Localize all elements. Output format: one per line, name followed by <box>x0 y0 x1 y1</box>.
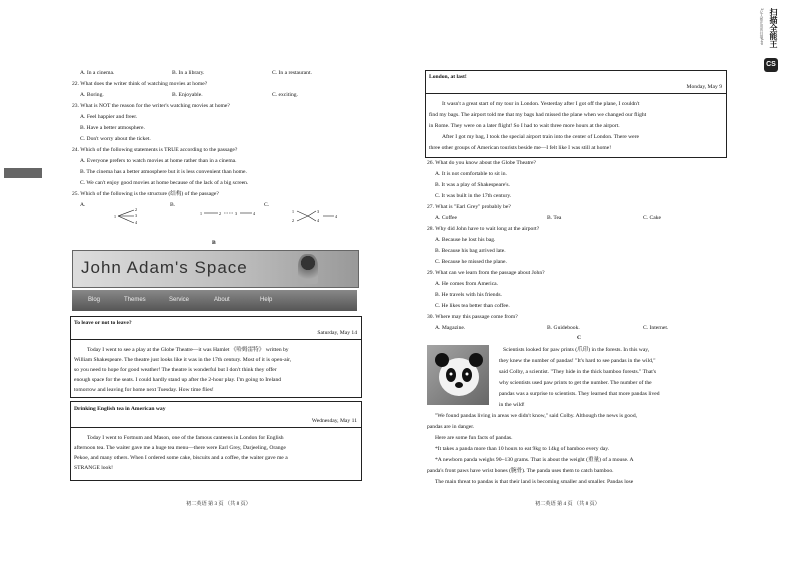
q24-option-a: A. Everyone prefers to watch movies at home rather than in a cinema. <box>80 158 237 164</box>
q30-stem: 30. Where may this passage come from? <box>427 314 518 320</box>
q26-stem: 26. What do you know about the Globe Theatre? <box>427 160 536 166</box>
nav-themes[interactable]: Themes <box>124 297 146 303</box>
q22-stem: 22. What does the writer think of watching movies at home? <box>72 81 208 87</box>
svg-text:4: 4 <box>335 214 337 219</box>
q28-option-b: B. Because his bag arrived late. <box>435 248 506 254</box>
svg-text:1: 1 <box>114 214 116 219</box>
q25-diagram-b <box>198 205 258 229</box>
passage-line: *A newborn panda weighs 90~130 grams. That is about the weight (重量) of a mouse. A <box>435 457 634 463</box>
svg-text:2: 2 <box>219 211 221 216</box>
post-line: so you need to hope for good weather! The theatre is wonderful but I don't think they offer <box>74 367 277 373</box>
q26-option-a: A. It is not comfortable to sit in. <box>435 171 507 177</box>
post-title: To leave or not to leave? <box>74 320 132 326</box>
q22-option-b: B. Enjoyable. <box>172 92 203 98</box>
nav-service[interactable]: Service <box>169 297 190 303</box>
q29-option-a: A. He comes from America. <box>435 281 499 287</box>
q21-option-b: B. In a library. <box>172 70 205 76</box>
post-line: It wasn't a great start of my tour in London. Yesterday after I got off the plane, I couldn't <box>442 101 640 107</box>
q27-option-a: A. Coffee <box>435 215 457 221</box>
cs-logo-icon: CS <box>764 58 778 72</box>
q30-option-a: A. Magazine. <box>435 325 466 331</box>
post-line: enough space for the seats. I could hardly stand up after the 2-hour play. I'm going to Ireland <box>74 377 282 383</box>
q25-diagram-a <box>112 205 172 229</box>
q21-option-c: C. In a restaurant. <box>272 70 312 76</box>
svg-text:3: 3 <box>317 209 319 214</box>
svg-text:2: 2 <box>292 218 294 223</box>
svg-text:1: 1 <box>292 209 294 214</box>
passage-line: "We found pandas living in areas we didn't know," said Colby. Although the news is good, <box>435 413 638 419</box>
q28-option-a: A. Because he lost his bag. <box>435 237 496 243</box>
scanner-brand: 扫描全能王 <box>769 8 778 48</box>
q23-option-b: B. Have a better atmosphere. <box>80 125 145 131</box>
passage-line: The main threat to pandas is that their land is becoming smaller and smaller. Pandas lose <box>435 479 634 485</box>
q29-option-c: C. He likes tea better than coffee. <box>435 303 510 309</box>
q26-option-c: C. It was built in the 17th century. <box>435 193 512 199</box>
svg-text:3: 3 <box>235 211 237 216</box>
q29-stem: 29. What can we learn from the passage about John? <box>427 270 545 276</box>
passage-line: said Colby, a scientist. "They hide in the thick bamboo forests." That's <box>499 369 657 375</box>
nav-help[interactable]: Help <box>260 297 273 303</box>
passage-line: why scientists used paw prints to get the number. The number of the <box>499 380 652 386</box>
q25-label-c: C. <box>264 202 270 208</box>
blog-post-tea <box>70 401 362 481</box>
page-footer-right: 初二英语 第 4 页 （共 8 页） <box>535 501 600 507</box>
q23-option-c: C. Don't worry about the ticket. <box>80 136 151 142</box>
passage-line: Scientists looked for paw prints (爪印) in the forests. In this way, <box>503 347 650 353</box>
q27-stem: 27. What is "Earl Grey" probably be? <box>427 204 511 210</box>
q30-option-b: B. Guidebook. <box>547 325 580 331</box>
blog-post-globe <box>70 316 362 398</box>
q30-option-c: C. Internet. <box>643 325 669 331</box>
svg-text:3: 3 <box>135 213 137 218</box>
post-line: find my bags. The airport told me that my bags had missed the plane when we changed our flight <box>429 112 647 118</box>
passage-line: pandas was a surprise to scientists. They learned that more pandas lived <box>499 391 660 397</box>
q27-option-c: C. Cake <box>643 215 662 221</box>
q23-stem: 23. What is NOT the reason for the writer's watching movies at home? <box>72 103 230 109</box>
passage-line: *It takes a panda more than 10 hours to eat 9kg to 14kg of bamboo every day. <box>435 446 610 452</box>
post-line: Pekoe, and many others. When I ordered some cake, biscuits and a coffee, the waiter gave me a <box>74 455 288 461</box>
blog-nav-bar <box>72 290 357 311</box>
q24-stem: 24. Which of the following statements is TRUE according to the passage? <box>72 147 238 153</box>
section-c-label: C <box>577 335 582 341</box>
q29-option-b: B. He travels with his friends. <box>435 292 502 298</box>
page-footer-left: 初二英语 第 3 页 （共 8 页） <box>186 501 251 507</box>
q28-stem: 28. Why did John have to wait long at the airport? <box>427 226 540 232</box>
q25-stem: 25. Which of the following is the structure (结构) of the passage? <box>72 191 219 197</box>
blog-title: John Adam's Space <box>81 258 248 277</box>
post-line: three other groups of American tourists beside me—I felt like I was still at home! <box>429 145 612 151</box>
q27-option-b: B. Tea <box>547 215 562 221</box>
q25-label-a: A. <box>80 202 86 208</box>
section-b-label: B <box>212 240 216 246</box>
passage-line: Here are some fun facts of pandas. <box>435 435 513 441</box>
blog-banner <box>72 250 359 288</box>
passage-line: pandas are in danger. <box>427 424 475 430</box>
passage-line: they knew the number of pandas! "It's hard to see pandas in the wild," <box>499 358 656 364</box>
post-date: Wednesday, May 11 <box>311 418 357 424</box>
q22-option-a: A. Boring. <box>80 92 104 98</box>
scanner-caption: 3亿人都在用的扫描App <box>760 8 764 46</box>
blog-post-london <box>425 70 727 158</box>
q26-option-b: B. It was a play of Shakespeare's. <box>435 182 510 188</box>
post-line: tomorrow and leaving for home next Tuesday. How time flies! <box>74 387 214 393</box>
svg-text:4: 4 <box>253 211 255 216</box>
q24-option-b: B. The cinema has a better atmosphere but it is less convenient than home. <box>80 169 247 175</box>
post-date: Monday, May 9 <box>686 84 722 90</box>
nav-about[interactable]: About <box>214 297 230 303</box>
q25-label-b: B. <box>170 202 176 208</box>
post-line: Today I went to Fortnum and Mason, one of the famous canteens in London for English <box>87 435 284 441</box>
right-page <box>397 0 794 561</box>
blog-avatar <box>298 254 318 284</box>
q22-option-c: C. exciting. <box>272 92 298 98</box>
svg-text:4: 4 <box>135 220 137 225</box>
post-line: STRANGE look! <box>74 465 114 471</box>
q24-option-c: C. We can't enjoy good movies at home because of the lack of a big screen. <box>80 180 249 186</box>
nav-blog[interactable]: Blog <box>88 297 101 303</box>
svg-text:2: 2 <box>135 207 137 212</box>
post-line: Today I went to see a play at the Globe Theatre—it was Hamlet 《哈姆雷特》 written by <box>87 347 289 353</box>
passage-line: panda's front paws have wrist bones (腕骨). The panda uses them to catch bamboo. <box>427 468 614 474</box>
q28-option-c: C. Because he missed the plane. <box>435 259 507 265</box>
q23-option-a: A. Feel happier and freer. <box>80 114 138 120</box>
post-line: After I got my bag, I took the special airport train into the center of London. There were <box>442 134 640 140</box>
passage-line: in the wild! <box>499 402 525 408</box>
svg-text:4: 4 <box>317 218 319 223</box>
post-line: in Rome. They were on a later flight! So I had to wait three more hours at the airport. <box>429 123 620 129</box>
post-title: Drinking English tea in American way <box>74 406 166 412</box>
post-title: London, at last! <box>429 74 467 80</box>
q21-option-a: A. In a cinema. <box>80 70 115 76</box>
post-line: afternoon tea. The waiter gave me a huge tea menu—there were Earl Grey, Darjeeling, Orange <box>74 445 286 451</box>
panda-image <box>427 345 489 405</box>
post-line: William Shakespeare. The theatre just looks like it was in the 17th century. Most of it is open-air, <box>74 357 292 363</box>
svg-text:1: 1 <box>200 211 202 216</box>
q25-diagram-c <box>290 205 350 229</box>
post-date: Saturday, May 14 <box>317 330 357 336</box>
